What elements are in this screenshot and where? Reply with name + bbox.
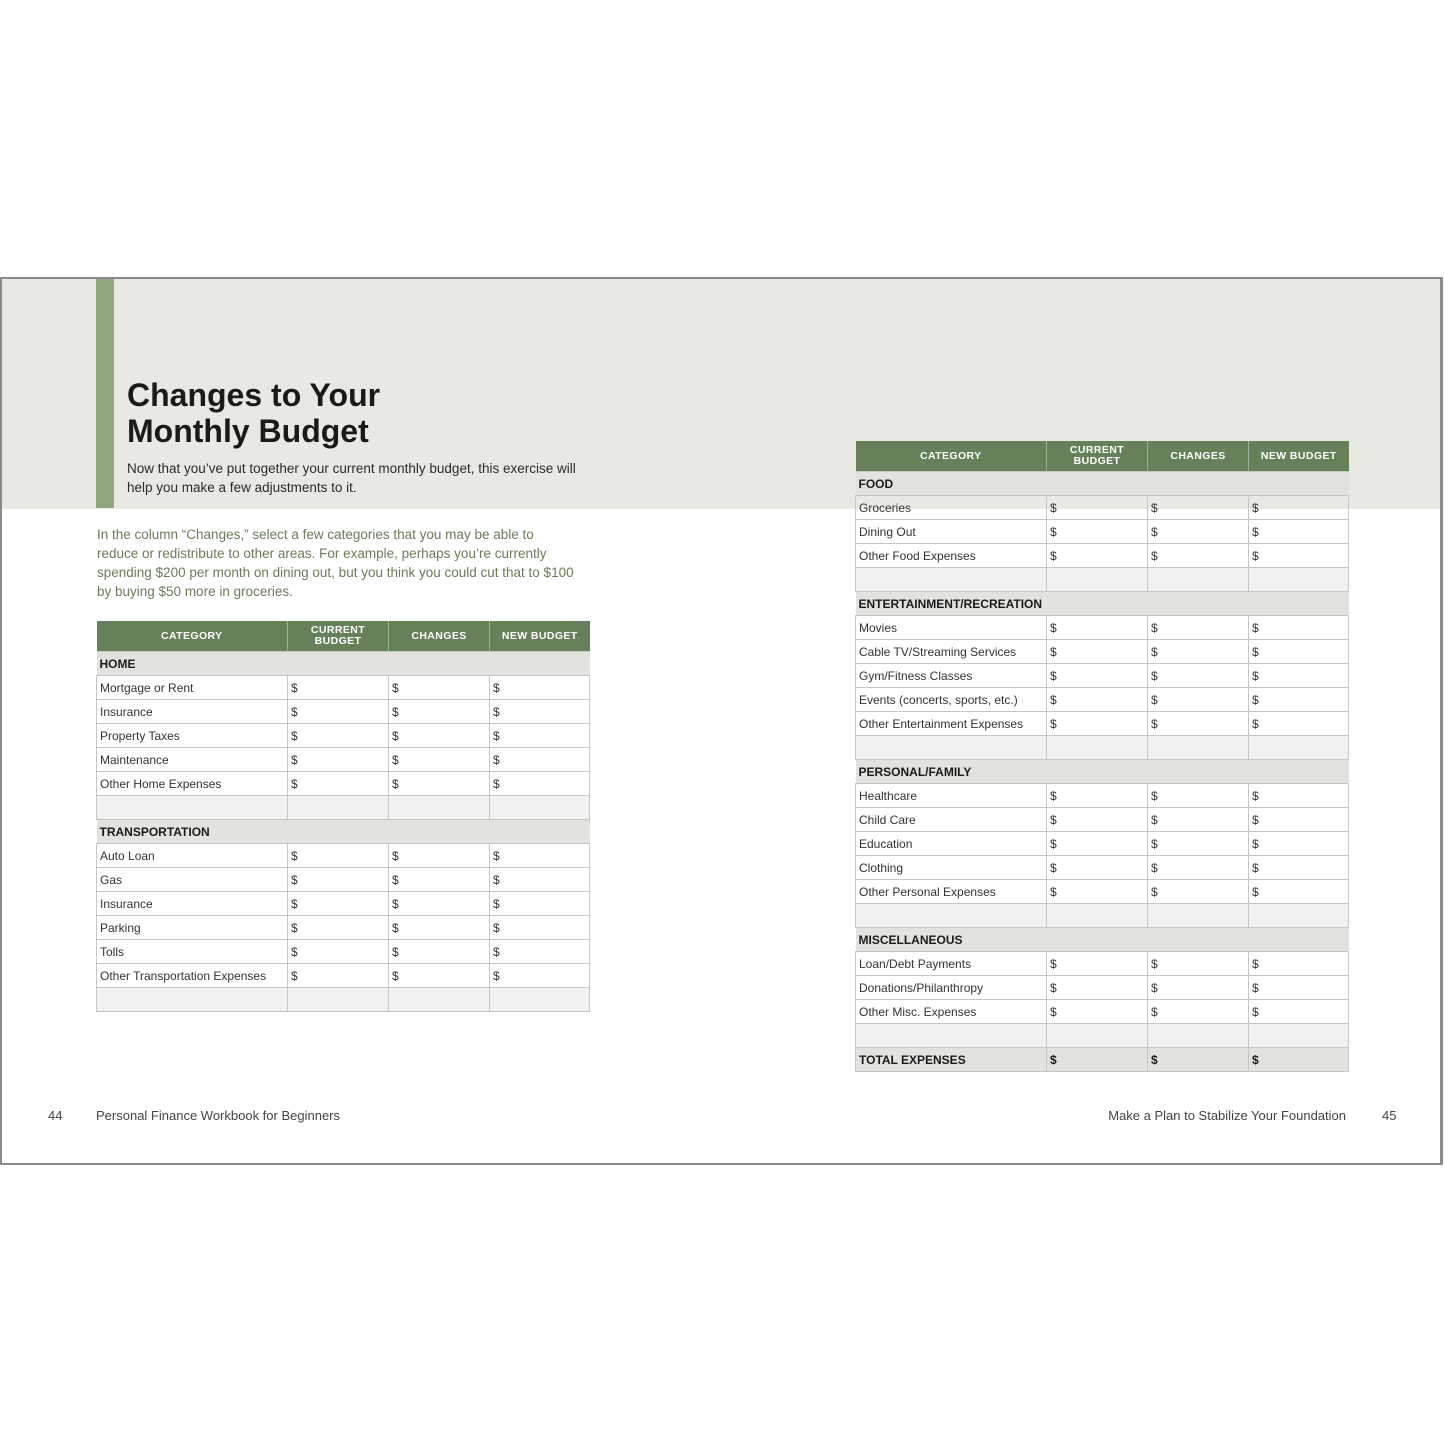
current-budget-cell[interactable]: $ — [288, 940, 389, 964]
category-label: Movies — [856, 616, 1047, 640]
page-number-left: 44 — [48, 1108, 63, 1123]
category-label: Insurance — [97, 700, 288, 724]
table-row — [97, 940, 590, 964]
footer-title-right: Make a Plan to Stabilize Your Foundation — [1108, 1108, 1346, 1123]
blank-new-cell[interactable] — [490, 988, 590, 1012]
total-new-budget-cell[interactable]: $ — [1249, 1048, 1349, 1072]
col-header-current-budget — [1047, 441, 1148, 472]
table-row — [856, 712, 1349, 736]
changes-cell[interactable]: $ — [1148, 976, 1249, 1000]
blank-row — [97, 988, 590, 1012]
current-budget-cell[interactable]: $ — [288, 892, 389, 916]
current-budget-cell[interactable]: $ — [1047, 520, 1148, 544]
blank-changes-cell[interactable] — [1148, 904, 1249, 928]
blank-new-cell[interactable] — [1249, 1024, 1349, 1048]
changes-cell[interactable]: $ — [389, 940, 490, 964]
changes-cell[interactable]: $ — [1148, 808, 1249, 832]
changes-cell[interactable]: $ — [389, 748, 490, 772]
changes-cell[interactable]: $ — [389, 892, 490, 916]
current-budget-cell[interactable]: $ — [288, 916, 389, 940]
category-label: Groceries — [856, 496, 1047, 520]
changes-cell[interactable]: $ — [1148, 520, 1249, 544]
title-line-2: Monthly Budget — [127, 413, 369, 449]
category-label: Other Personal Expenses — [856, 880, 1047, 904]
new-budget-cell[interactable]: $ — [1249, 712, 1349, 736]
blank-row — [856, 568, 1349, 592]
blank-current-cell[interactable] — [288, 988, 389, 1012]
new-budget-cell[interactable]: $ — [490, 724, 590, 748]
new-budget-cell[interactable]: $ — [490, 940, 590, 964]
current-budget-cell[interactable]: $ — [288, 724, 389, 748]
section-row — [856, 928, 1349, 952]
blank-row — [856, 904, 1349, 928]
blank-current-cell[interactable] — [288, 796, 389, 820]
blank-row — [856, 1024, 1349, 1048]
new-budget-cell[interactable]: $ — [490, 700, 590, 724]
new-budget-cell[interactable]: $ — [1249, 856, 1349, 880]
table-row — [97, 868, 590, 892]
section-title: ENTERTAINMENT/RECREATION — [856, 592, 1349, 616]
blank-category-cell — [856, 568, 1047, 592]
table-row — [856, 544, 1349, 568]
new-budget-cell[interactable]: $ — [1249, 664, 1349, 688]
col-header-current-line2: BUDGET — [1073, 455, 1121, 467]
new-budget-cell[interactable]: $ — [1249, 952, 1349, 976]
col-header-current-line2: BUDGET — [314, 635, 362, 647]
current-budget-cell[interactable]: $ — [1047, 832, 1148, 856]
current-budget-cell[interactable]: $ — [288, 964, 389, 988]
category-label: Other Misc. Expenses — [856, 1000, 1047, 1024]
total-current-budget-cell[interactable]: $ — [1047, 1048, 1148, 1072]
changes-cell[interactable]: $ — [1148, 832, 1249, 856]
col-header-changes: CHANGES — [389, 621, 490, 652]
table-row — [856, 496, 1349, 520]
category-label: Healthcare — [856, 784, 1047, 808]
current-budget-cell[interactable]: $ — [288, 844, 389, 868]
changes-cell[interactable]: $ — [389, 676, 490, 700]
changes-cell[interactable]: $ — [1148, 784, 1249, 808]
category-label: Maintenance — [97, 748, 288, 772]
blank-new-cell[interactable] — [490, 796, 590, 820]
category-label: Property Taxes — [97, 724, 288, 748]
current-budget-cell[interactable]: $ — [1047, 808, 1148, 832]
table-row — [856, 1000, 1349, 1024]
total-row — [856, 1048, 1349, 1072]
new-budget-cell[interactable]: $ — [1249, 880, 1349, 904]
book-spread — [0, 277, 1443, 1165]
table-row — [856, 664, 1349, 688]
table-body-left — [97, 652, 590, 1012]
section-title: TRANSPORTATION — [97, 820, 590, 844]
new-budget-cell[interactable]: $ — [490, 916, 590, 940]
table-row — [97, 724, 590, 748]
current-budget-cell[interactable]: $ — [1047, 616, 1148, 640]
section-row — [97, 652, 590, 676]
current-budget-cell[interactable]: $ — [1047, 784, 1148, 808]
col-header-current-line1: CURRENT — [1069, 444, 1125, 456]
category-label: Auto Loan — [97, 844, 288, 868]
new-budget-cell[interactable]: $ — [1249, 544, 1349, 568]
new-budget-cell[interactable]: $ — [1249, 808, 1349, 832]
blank-changes-cell[interactable] — [1148, 736, 1249, 760]
new-budget-cell[interactable]: $ — [1249, 1000, 1349, 1024]
category-label: Child Care — [856, 808, 1047, 832]
section-row — [856, 760, 1349, 784]
table-row — [856, 688, 1349, 712]
col-header-current-line1: CURRENT — [310, 624, 366, 636]
blank-category-cell — [856, 1024, 1047, 1048]
budget-table-left — [96, 621, 590, 1012]
title-line-1: Changes to Your — [127, 377, 381, 413]
total-label: TOTAL EXPENSES — [856, 1048, 1047, 1072]
category-label: Insurance — [97, 892, 288, 916]
changes-cell[interactable]: $ — [1148, 1000, 1249, 1024]
changes-cell[interactable]: $ — [1148, 952, 1249, 976]
table-row — [97, 964, 590, 988]
category-label: Gym/Fitness Classes — [856, 664, 1047, 688]
changes-cell[interactable]: $ — [1148, 616, 1249, 640]
changes-cell[interactable]: $ — [1148, 688, 1249, 712]
changes-cell[interactable]: $ — [1148, 880, 1249, 904]
footer-title-left: Personal Finance Workbook for Beginners — [96, 1108, 340, 1123]
changes-cell[interactable]: $ — [1148, 640, 1249, 664]
section-row — [856, 472, 1349, 496]
total-changes-cell[interactable]: $ — [1148, 1048, 1249, 1072]
category-label: Dining Out — [856, 520, 1047, 544]
current-budget-cell[interactable]: $ — [1047, 544, 1148, 568]
table-row — [856, 976, 1349, 1000]
table-row — [856, 784, 1349, 808]
table-row — [856, 808, 1349, 832]
category-label: Clothing — [856, 856, 1047, 880]
changes-cell[interactable]: $ — [389, 700, 490, 724]
blank-current-cell[interactable] — [1047, 568, 1148, 592]
table-header-row — [856, 441, 1349, 472]
blank-row — [97, 796, 590, 820]
new-budget-cell[interactable]: $ — [490, 844, 590, 868]
category-label: Mortgage or Rent — [97, 676, 288, 700]
table-row — [97, 844, 590, 868]
intro-text: Now that you’ve put together your current monthly budget, this exercise will help you make a few adjustments to it. — [127, 461, 576, 495]
new-budget-cell[interactable]: $ — [1249, 688, 1349, 712]
new-budget-cell[interactable]: $ — [1249, 520, 1349, 544]
section-title: HOME — [97, 652, 590, 676]
section-row — [97, 820, 590, 844]
current-budget-cell[interactable]: $ — [1047, 976, 1148, 1000]
table-row — [856, 640, 1349, 664]
new-budget-cell[interactable]: $ — [490, 772, 590, 796]
blank-changes-cell[interactable] — [1148, 1024, 1249, 1048]
col-header-new-budget: NEW BUDGET — [490, 621, 590, 652]
category-label: Donations/Philanthropy — [856, 976, 1047, 1000]
blank-changes-cell[interactable] — [389, 988, 490, 1012]
new-budget-cell[interactable]: $ — [490, 748, 590, 772]
table-row — [97, 700, 590, 724]
col-header-new-budget: NEW BUDGET — [1249, 441, 1349, 472]
current-budget-cell[interactable]: $ — [1047, 496, 1148, 520]
col-header-category: CATEGORY — [856, 441, 1047, 472]
category-label: Education — [856, 832, 1047, 856]
category-label: Cable TV/Streaming Services — [856, 640, 1047, 664]
blank-row — [856, 736, 1349, 760]
blank-new-cell[interactable] — [1249, 904, 1349, 928]
col-header-changes: CHANGES — [1148, 441, 1249, 472]
category-label: Tolls — [97, 940, 288, 964]
current-budget-cell[interactable]: $ — [1047, 856, 1148, 880]
blank-changes-cell[interactable] — [1148, 568, 1249, 592]
changes-cell[interactable]: $ — [1148, 856, 1249, 880]
section-title: PERSONAL/FAMILY — [856, 760, 1349, 784]
current-budget-cell[interactable]: $ — [1047, 664, 1148, 688]
table-header-row — [97, 621, 590, 652]
section-title: MISCELLANEOUS — [856, 928, 1349, 952]
table-row — [856, 832, 1349, 856]
blank-new-cell[interactable] — [1249, 736, 1349, 760]
new-budget-cell[interactable]: $ — [1249, 616, 1349, 640]
changes-cell[interactable]: $ — [1148, 712, 1249, 736]
changes-cell[interactable]: $ — [1148, 544, 1249, 568]
new-budget-cell[interactable]: $ — [1249, 976, 1349, 1000]
new-budget-cell[interactable]: $ — [490, 868, 590, 892]
blank-category-cell — [856, 904, 1047, 928]
changes-cell[interactable]: $ — [389, 724, 490, 748]
category-label: Other Entertainment Expenses — [856, 712, 1047, 736]
blank-current-cell[interactable] — [1047, 904, 1148, 928]
blank-category-cell — [97, 796, 288, 820]
blank-category-cell — [856, 736, 1047, 760]
current-budget-cell[interactable]: $ — [288, 868, 389, 892]
category-label: Gas — [97, 868, 288, 892]
blank-current-cell[interactable] — [1047, 1024, 1148, 1048]
changes-cell[interactable]: $ — [389, 772, 490, 796]
current-budget-cell[interactable]: $ — [1047, 1000, 1148, 1024]
budget-table-right — [855, 441, 1349, 1072]
current-budget-cell[interactable]: $ — [1047, 952, 1148, 976]
table-row — [97, 772, 590, 796]
blank-category-cell — [97, 988, 288, 1012]
section-title: FOOD — [856, 472, 1349, 496]
current-budget-cell[interactable]: $ — [1047, 640, 1148, 664]
section-row — [856, 592, 1349, 616]
new-budget-cell[interactable]: $ — [1249, 784, 1349, 808]
current-budget-cell[interactable]: $ — [288, 748, 389, 772]
changes-cell[interactable]: $ — [1148, 496, 1249, 520]
col-header-category: CATEGORY — [97, 621, 288, 652]
table-row — [856, 952, 1349, 976]
table-row — [856, 520, 1349, 544]
page-number-right: 45 — [1382, 1108, 1397, 1123]
new-budget-cell[interactable]: $ — [1249, 496, 1349, 520]
new-budget-cell[interactable]: $ — [1249, 832, 1349, 856]
blank-current-cell[interactable] — [1047, 736, 1148, 760]
new-budget-cell[interactable]: $ — [1249, 640, 1349, 664]
category-label: Other Food Expenses — [856, 544, 1047, 568]
current-budget-cell[interactable]: $ — [1047, 712, 1148, 736]
new-budget-cell[interactable]: $ — [490, 676, 590, 700]
changes-cell[interactable]: $ — [389, 916, 490, 940]
changes-cell[interactable]: $ — [389, 844, 490, 868]
category-label: Other Transportation Expenses — [97, 964, 288, 988]
current-budget-cell[interactable]: $ — [1047, 880, 1148, 904]
table-row — [97, 748, 590, 772]
table-row — [856, 880, 1349, 904]
category-label: Loan/Debt Payments — [856, 952, 1047, 976]
table-row — [856, 856, 1349, 880]
category-label: Events (concerts, sports, etc.) — [856, 688, 1047, 712]
category-label: Parking — [97, 916, 288, 940]
blank-new-cell[interactable] — [1249, 568, 1349, 592]
changes-cell[interactable]: $ — [389, 964, 490, 988]
category-label: Other Home Expenses — [97, 772, 288, 796]
accent-bar — [96, 279, 114, 508]
current-budget-cell[interactable]: $ — [1047, 688, 1148, 712]
blank-changes-cell[interactable] — [389, 796, 490, 820]
table-row — [856, 616, 1349, 640]
col-header-current-budget — [288, 621, 389, 652]
new-budget-cell[interactable]: $ — [490, 892, 590, 916]
current-budget-cell[interactable]: $ — [288, 676, 389, 700]
table-row — [97, 916, 590, 940]
current-budget-cell[interactable]: $ — [288, 700, 389, 724]
changes-cell[interactable]: $ — [1148, 664, 1249, 688]
table-body-right — [856, 472, 1349, 1072]
current-budget-cell[interactable]: $ — [288, 772, 389, 796]
new-budget-cell[interactable]: $ — [490, 964, 590, 988]
instructions-text: In the column “Changes,” select a few categories that you may be able to reduce or redistribute to other areas. For example, perhaps you’re currently spending $200 per month on dining out, but you think you could cut that to $100 by buying $50 more in groceries. — [97, 527, 574, 599]
table-row — [97, 892, 590, 916]
table-row — [97, 676, 590, 700]
page-title — [127, 377, 627, 449]
changes-cell[interactable]: $ — [389, 868, 490, 892]
